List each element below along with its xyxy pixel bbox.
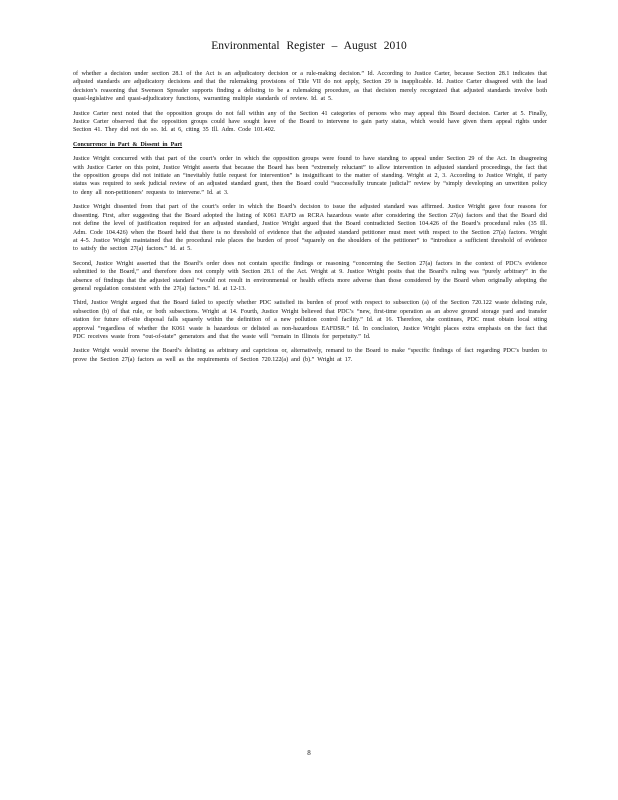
section-heading: Concurrence in Part & Dissent in Part bbox=[73, 141, 183, 148]
paragraph: Third, Justice Wright argued that the Board failed to specify whether PDC satisfied its burden of proof with respect to subsection (a) of the Section 720.122 waste delisting rule, subsection (b) of that rule, or both subsections. Wright at 14. Fourth, Justice Wright believed that PDC’s “new, first-time operation as an above ground storage yard and transfer station for future off-site disposal falls squarely within the definition of a new pollution control facility.” Id. at 16. Therefore, she continues, PDC must obtain local siting approval “regardless of whether the K061 waste is hazardous or delisted as non-hazardous EAFDSR.” Id. In conclusion, Justice Wright places extra emphasis on the fact that PDC receives waste from “out-of-state” generators and that the waste will “remain in Illinois for perpetuity.” Id. bbox=[73, 300, 547, 340]
article-body bbox=[73, 70, 547, 370]
paragraph: Second, Justice Wright asserted that the Board’s order does not contain specific findings or reasoning “concerning the Section 27(a) factors in the context of PDC’s evidence submitted to the Board,” and therefore does not comply with Section 28.1 of the Act. Wright at 9. Justice Wright posits that the Board’s ruling was “purely arbitrary” in the absence of findings that the adjusted standard “would not result in environmental or health effects more adverse than those considered by the Board when originally adopting the general regulation consistent with the 27(a) factors.” Id. at 12-13. bbox=[73, 260, 547, 292]
paragraph: Justice Wright dissented from that part of the court’s order in which the Board’s decision to issue the adjusted standard was affirmed. Justice Wright gave four reasons for dissenting. First, after suggesting that the Board adopted the listing of K061 EAFD as RCRA hazardous waste after considering the Section 27(a) factors and that the Board did not define the level of justification required for an adjusted standard, Justice Wright argued that the Board contradicted Section 104.426 of the Board’s procedural rules (35 Ill. Adm. Code 104.426) when the Board held that there is no threshold of evidence that the adjusted standard petitioner must meet with respect to the Section 27(a) factors. Wright at 4-5. Justice Wright maintained that the procedural rule places the burden of proof “squarely on the shoulders of the petitioner” to “introduce a sufficient threshold of evidence to satisfy the section 27(a) factors.” Id. at 5. bbox=[73, 204, 547, 253]
paragraph: Justice Wright would reverse the Board’s delisting as arbitrary and capricious or, alternatively, remand to the Board to make “specific findings of fact regarding PDC’s burden to prove the Section 27(a) factors as well as the requirements of Section 720.122(a) and (b).” Wright at 17. bbox=[73, 348, 547, 363]
paragraph: of whether a decision under section 28.1 of the Act is an adjudicatory decision or a rule-making decision.” Id. According to Justice Carter, because Section 28.1 indicates that adjusted standards are adjudicatory decisions and that the rulemaking provisions of Title VII do not apply, Section 29 is inapplicable. Id. Justice Carter disagreed with the lead decision’s reasoning that Swenson Spreader supports finding a delisting to be a rulemaking procedure, as that decision merely recognized that adjusted standards involve both quasi-legislative and quasi-adjudicatory functions, warranting multiple standards of review. Id. at 5. bbox=[73, 71, 547, 103]
page-number: 8 bbox=[307, 749, 311, 757]
paragraph: Justice Carter next noted that the opposition groups do not fall within any of the Section 41 categories of persons who may appeal this Board decision. Carter at 5. Finally, Justice Carter observed that the opposition groups could have sought leave of the Board to intervene to gain party status, which would have given them appeal rights under Section 41. They did not do so. Id. at 6, citing 35 Ill. Adm. Code 101.402. bbox=[73, 110, 547, 134]
running-header: Environmental Register – August 2010 bbox=[211, 40, 407, 52]
paragraph: Justice Wright concurred with that part of the court’s order in which the opposition groups were found to have standing to appeal under Section 29 of the Act. In disagreeing with Justice Carter on this point, Justice Wright asserts that because the Board has been “extremely reluctant” to allow intervention in adjusted standard proceedings, the fact that the opposition groups did not initiate an “inevitably futile request for intervention” is insignificant to the matter of standing. Wright at 2, 3. According to Justice Wright, if party status was required to seek judicial review of an adjusted standard grant, then the Board could “successfully truncate judicial” review by “simply developing an unwritten policy to deny all non-petitioners’ requests to intervene.” Id. at 3. bbox=[73, 156, 547, 196]
